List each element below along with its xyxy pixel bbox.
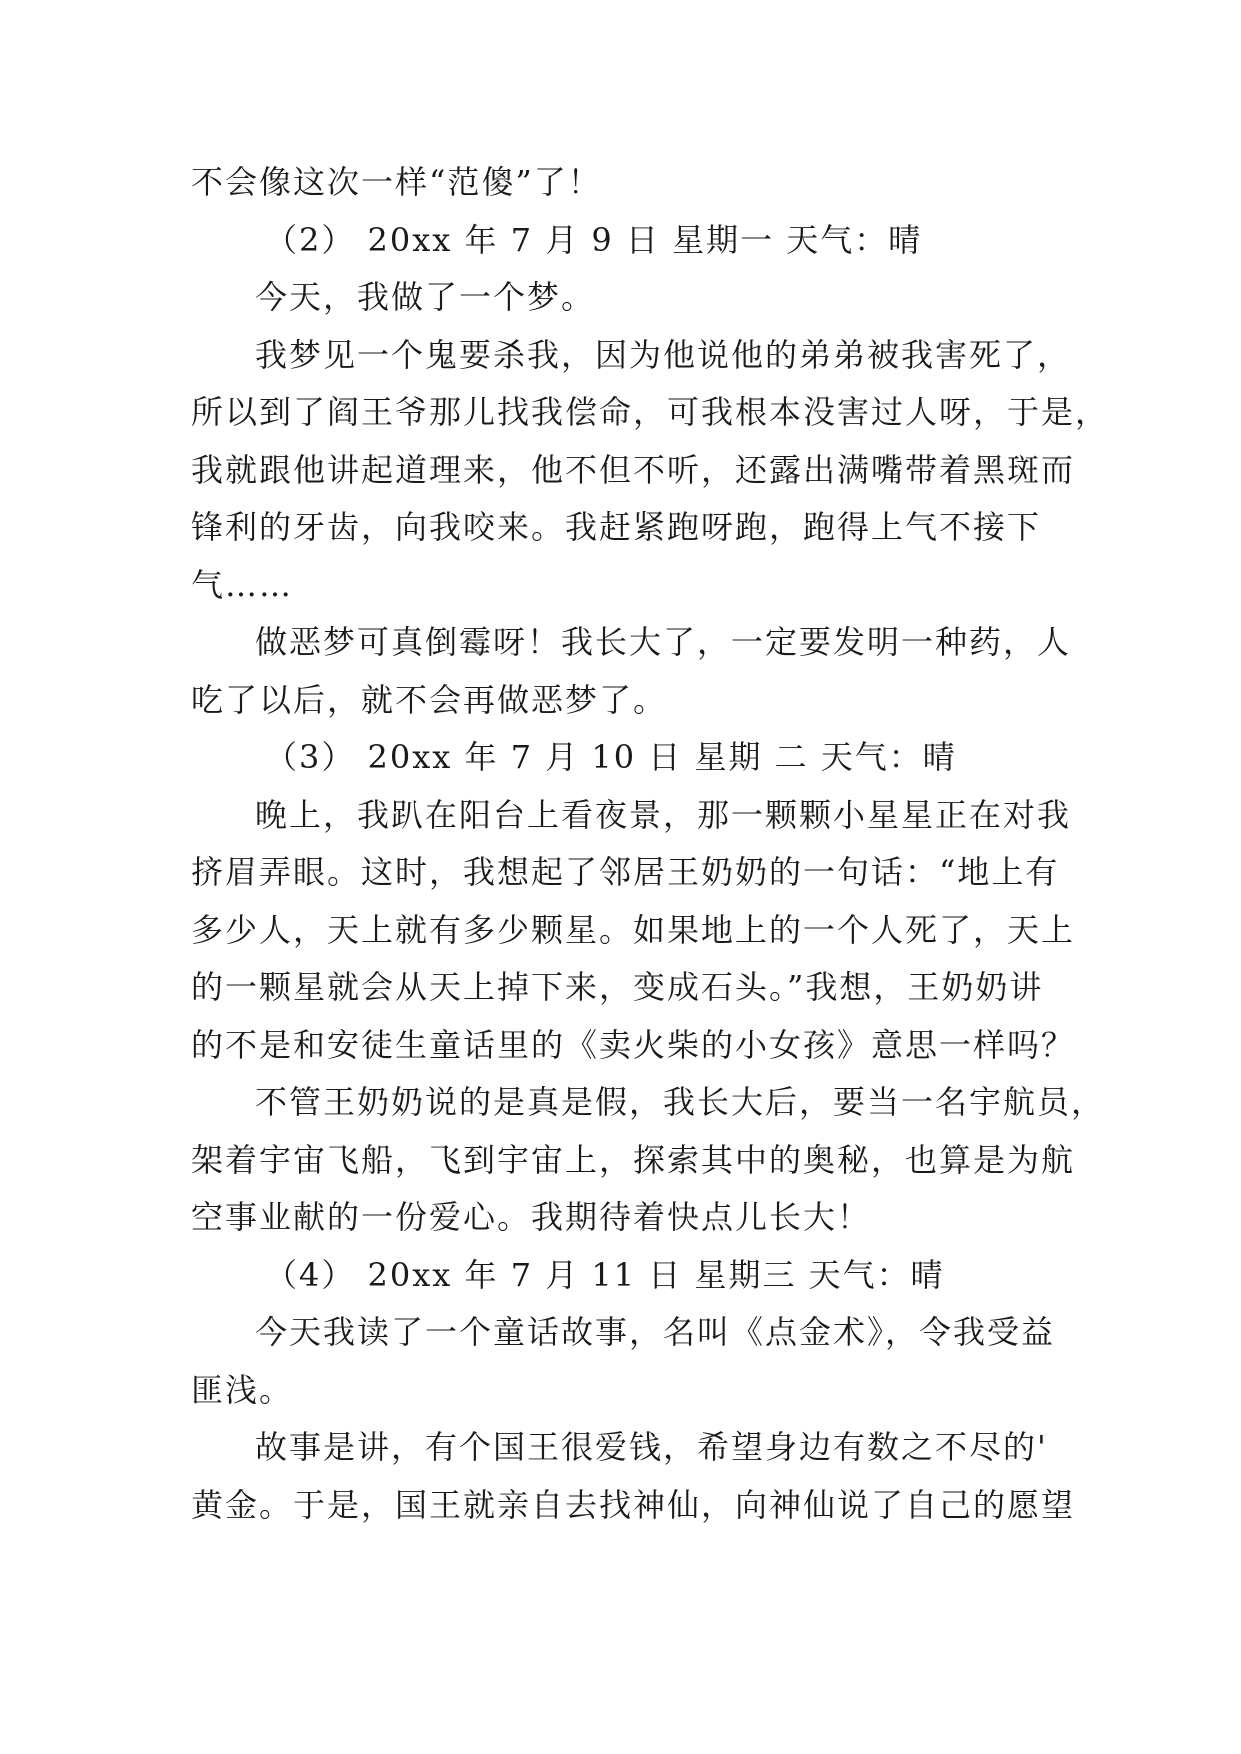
- text-line: 今天，我做了一个梦。: [255, 278, 596, 316]
- diary-entry-heading: （2） 20xx 年 7 月 9 日 星期一 天气：晴: [265, 220, 923, 259]
- diary-entry-heading: （3） 20xx 年 7 月 10 日 星期 二 天气：晴: [265, 738, 957, 776]
- text-line: 的一颗星就会从天上掉下来，变成石头。”我想，王奶奶讲: [191, 968, 1044, 1006]
- text-line: 架着宇宙飞船，飞到宇宙上，探索其中的奥秘，也算是为航: [191, 1140, 1076, 1179]
- text-line: 空事业献的一份爱心。我期待着快点儿长大！: [191, 1198, 872, 1236]
- text-line: 我就跟他讲起道理来，他不但不听，还露出满嘴带着黑斑而: [191, 450, 1076, 489]
- text-line: 我梦见一个鬼要杀我，因为他说他的弟弟被我害死了，: [255, 335, 1072, 374]
- text-line: 多少人，天上就有多少颗星。如果地上的一个人死了，天上: [191, 910, 1076, 949]
- text-line: 挤眉弄眼。这时，我想起了邻居王奶奶的一句话：“地上有: [191, 853, 1060, 891]
- text-line: 故事是讲，有个国王很爱钱，希望身边有数之不尽的': [255, 1428, 1048, 1466]
- text-line: 的不是和安徒生童话里的《卖火柴的小女孩》意思一样吗？: [191, 1025, 1076, 1064]
- text-line: 黄金。于是，国王就亲自去找神仙，向神仙说了自己的愿望: [191, 1485, 1076, 1524]
- text-line: 所以到了阎王爷那儿找我偿命，可我根本没害过人呀，于是，: [191, 393, 1110, 431]
- body-text: [191, 154, 1110, 1534]
- text-line: 今天我读了一个童话故事，名叫《点金术》，令我受益: [255, 1313, 1056, 1351]
- diary-entry-heading: （4） 20xx 年 7 月 11 日 星期三 天气：晴: [265, 1255, 945, 1294]
- text-line: 不管王奶奶说的是真是假，我长大后，要当一名宇航员，: [255, 1083, 1106, 1121]
- text-line: 气……: [191, 565, 294, 604]
- text-line: 吃了以后，就不会再做恶梦了。: [191, 680, 668, 719]
- text-line: 匪浅。: [191, 1370, 294, 1409]
- text-line: 做恶梦可真倒霉呀！我长大了，一定要发明一种药，人: [255, 623, 1072, 661]
- text-line: 不会像这次一样“范傻”了！: [191, 163, 602, 201]
- text-line: 晚上，我趴在阳台上看夜景，那一颗颗小星星正在对我: [255, 795, 1072, 834]
- text-line: 锋利的牙齿，向我咬来。我赶紧跑呀跑，跑得上气不接下: [191, 508, 1042, 546]
